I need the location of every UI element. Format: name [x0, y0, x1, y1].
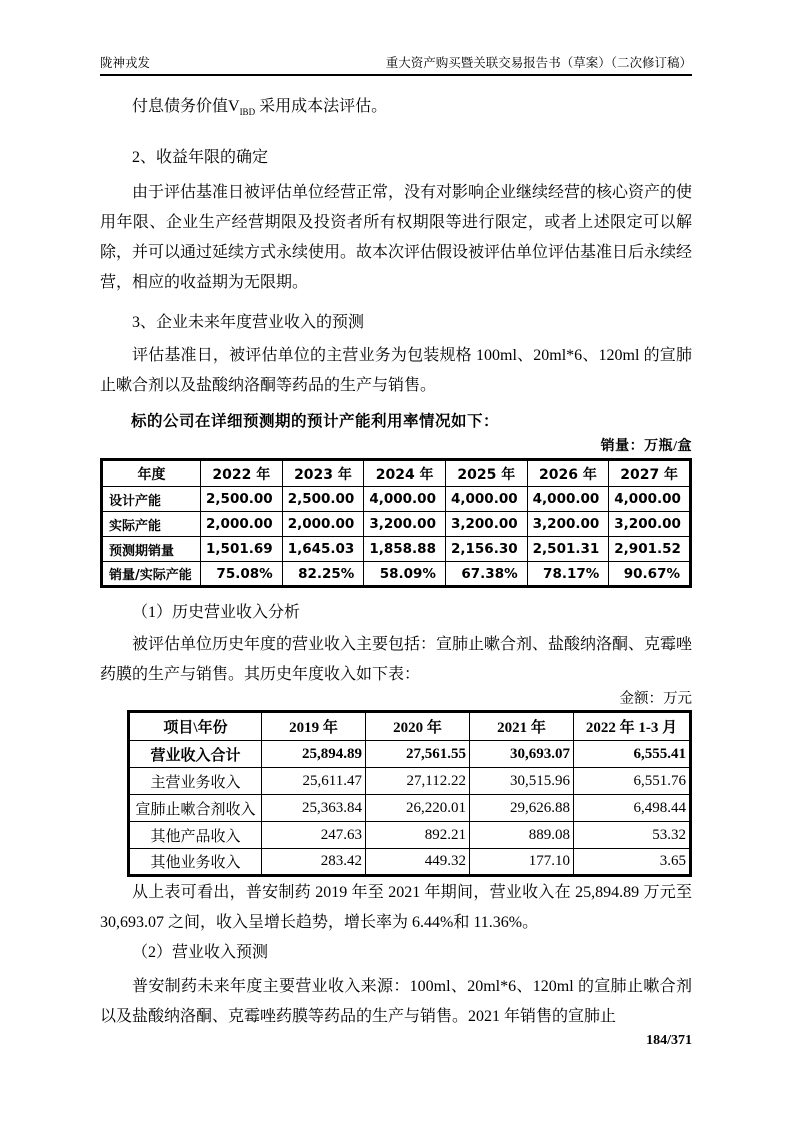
value-cell: 53.32	[574, 822, 691, 849]
value-cell: 30,693.07	[470, 741, 574, 768]
page-header	[100, 55, 692, 76]
paragraph-future-revenue: 普安制药未来年度主要营业收入来源：100ml、20ml*6、120ml 的宣肺止嗽合剂以及盐酸纳洛酮、克霉唑药膜等药品的生产与销售。2021 年销售的宣肺止	[100, 978, 692, 1025]
table-row-total	[129, 741, 691, 768]
value-cell: 2,156.30	[445, 537, 527, 562]
header-cell: 2019 年	[262, 712, 366, 741]
header-cell: 2026 年	[527, 460, 609, 487]
header-cell: 项目\年份	[129, 712, 262, 741]
header-cell: 2021 年	[470, 712, 574, 741]
table-row	[129, 795, 691, 822]
paragraph-revenue-growth: 从上表可看出，普安制药 2019 年至 2021 年期间，营业收入在 25,894.89 万元至 30,693.07 之间，收入呈增长趋势，增长率为 6.44%和 11.36%。	[100, 884, 692, 931]
value-cell: 3,200.00	[527, 512, 609, 537]
header-cell: 2022 年	[201, 460, 283, 487]
table-header-row	[102, 460, 691, 487]
row-label-cell: 宣肺止嗽合剂收入	[129, 795, 262, 822]
page-number: 184/371	[646, 1033, 692, 1048]
value-cell: 1,858.88	[364, 537, 446, 562]
value-cell: 247.63	[262, 822, 366, 849]
value-cell: 3.65	[574, 849, 691, 876]
value-cell: 25,611.47	[262, 768, 366, 795]
value-cell: 58.09%	[364, 562, 446, 587]
value-cell: 75.08%	[201, 562, 283, 587]
value-cell: 6,551.76	[574, 768, 691, 795]
table-row	[129, 849, 691, 876]
value-cell: 2,500.00	[201, 487, 283, 512]
table1-caption: 标的公司在详细预测期的预计产能利用率情况如下：	[131, 413, 500, 430]
table-row	[102, 487, 691, 512]
table-row	[129, 768, 691, 795]
section-heading-income-years: 2、收益年限的确定	[132, 149, 269, 166]
table-row	[102, 537, 691, 562]
capacity-utilization-table	[100, 458, 692, 588]
table-row	[129, 822, 691, 849]
header-cell: 2025 年	[445, 460, 527, 487]
header-company-name: 陇神戎发	[100, 56, 151, 70]
table-row	[102, 512, 691, 537]
section-heading-revenue-forecast: 3、企业未来年度营业收入的预测	[132, 314, 365, 331]
value-cell: 6,555.41	[574, 741, 691, 768]
header-cell: 2027 年	[609, 460, 691, 487]
value-cell: 4,000.00	[364, 487, 446, 512]
row-label-cell: 主营业务收入	[129, 768, 262, 795]
table-row	[102, 562, 691, 587]
value-cell: 3,200.00	[445, 512, 527, 537]
value-cell: 889.08	[470, 822, 574, 849]
value-cell: 27,112.22	[366, 768, 470, 795]
vibd-text-post: 采用成本法评估。	[255, 98, 388, 115]
value-cell: 26,220.01	[366, 795, 470, 822]
value-cell: 82.25%	[282, 562, 364, 587]
header-cell: 2023 年	[282, 460, 364, 487]
historical-revenue-table	[127, 710, 692, 877]
value-cell: 4,000.00	[609, 487, 691, 512]
value-cell: 283.42	[262, 849, 366, 876]
value-cell: 449.32	[366, 849, 470, 876]
value-cell: 30,515.96	[470, 768, 574, 795]
value-cell: 2,901.52	[609, 537, 691, 562]
value-cell: 4,000.00	[527, 487, 609, 512]
header-cell: 年度	[102, 460, 201, 487]
section-heading-revenue-prediction: （2）营业收入预测	[132, 944, 269, 961]
value-cell: 4,000.00	[445, 487, 527, 512]
value-cell: 3,200.00	[609, 512, 691, 537]
row-label-cell: 营业收入合计	[129, 741, 262, 768]
value-cell: 90.67%	[609, 562, 691, 587]
paragraph-main-business: 评估基准日，被评估单位的主营业务为包装规格 100ml、20ml*6、120ml 的宣肺止嗽合剂以及盐酸纳洛酮等药品的生产与销售。	[100, 347, 692, 394]
value-cell: 29,626.88	[470, 795, 574, 822]
row-label-cell: 设计产能	[102, 487, 201, 512]
table2-unit-label: 金额：万元	[619, 691, 692, 707]
value-cell: 2,000.00	[282, 512, 364, 537]
header-report-title: 重大资产购买暨关联交易报告书（草案）（二次修订稿）	[385, 56, 692, 70]
value-cell: 1,645.03	[282, 537, 364, 562]
value-cell: 892.21	[366, 822, 470, 849]
value-cell: 27,561.55	[366, 741, 470, 768]
value-cell: 177.10	[470, 849, 574, 876]
vibd-subscript: IBD	[239, 107, 256, 118]
row-label-cell: 其他产品收入	[129, 822, 262, 849]
value-cell: 25,363.84	[262, 795, 366, 822]
paragraph-going-concern: 由于评估基准日被评估单位经营正常，没有对影响企业继续经营的核心资产的使用年限、企业生产经营期限及投资者所有权期限等进行限定，或者上述限定可以解除，并可以通过延续方式永续使用。故本次评估假设被评估单位评估基准日后永续经营，相应的收益期为无限期。	[100, 184, 693, 291]
value-cell: 2,000.00	[201, 512, 283, 537]
vibd-text-pre: 付息债务价值V	[132, 98, 240, 115]
section-heading-historical-revenue: （1）历史营业收入分析	[132, 604, 301, 621]
header-cell: 2022 年 1-3 月	[574, 712, 691, 741]
row-label-cell: 预测期销量	[102, 537, 201, 562]
value-cell: 1,501.69	[201, 537, 283, 562]
value-cell: 2,500.00	[282, 487, 364, 512]
paragraph-vibd	[100, 92, 692, 127]
value-cell: 78.17%	[527, 562, 609, 587]
header-cell: 2020 年	[366, 712, 470, 741]
value-cell: 6,498.44	[574, 795, 691, 822]
value-cell: 25,894.89	[262, 741, 366, 768]
row-label-cell: 其他业务收入	[129, 849, 262, 876]
paragraph-historical-revenue: 被评估单位历史年度的营业收入主要包括：宣肺止嗽合剂、盐酸纳洛酮、克霉唑药膜的生产与销售。其历史年度收入如下表：	[100, 636, 693, 683]
header-cell: 2024 年	[364, 460, 446, 487]
value-cell: 2,501.31	[527, 537, 609, 562]
table-header-row	[129, 712, 691, 741]
value-cell: 67.38%	[445, 562, 527, 587]
value-cell: 3,200.00	[364, 512, 446, 537]
row-label-cell: 实际产能	[102, 512, 201, 537]
row-label-cell: 销量/实际产能	[102, 562, 201, 587]
table1-unit-label: 销量：万瓶/盒	[600, 439, 692, 454]
